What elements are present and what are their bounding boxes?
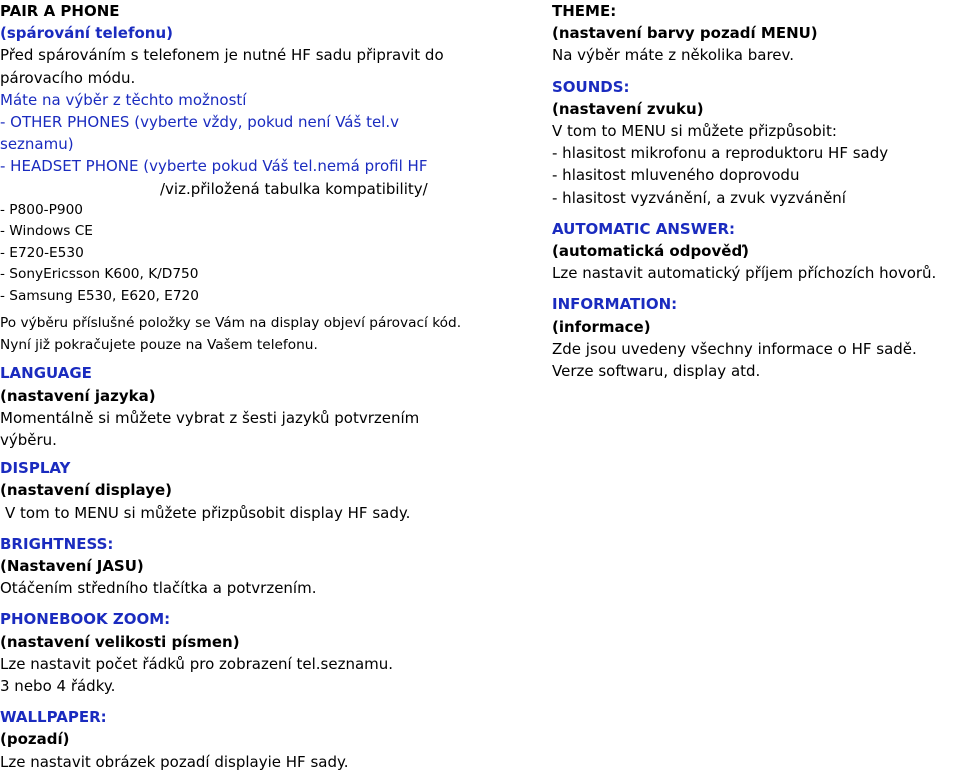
section-subtitle: (nastavení zvuku): [552, 99, 704, 118]
text-line: /viz.přiložená tabulka kompatibility/: [160, 179, 428, 198]
text-line: Verze softwaru, display atd.: [552, 362, 761, 381]
text-line: výběru.: [0, 430, 57, 449]
section-subtitle: (Nastavení JASU): [0, 556, 144, 575]
phone-list-item: - P800-P900: [0, 201, 83, 218]
section-automatic-answer: [552, 218, 957, 285]
right-column: [552, 0, 957, 382]
phone-list-item: - Samsung E530, E620, E720: [0, 287, 199, 304]
text-line: 3 nebo 4 řádky.: [0, 676, 116, 695]
text-line: - HEADSET PHONE (vyberte pokud Váš tel.nemá profil HF: [0, 157, 428, 176]
text-line: Máte na výběr z těchto možností: [0, 90, 247, 109]
section-title: DISPLAY: [0, 459, 71, 478]
text-line: Zde jsou uvedeny všechny informace o HF sadě.: [552, 339, 917, 358]
section-information: [552, 293, 957, 382]
section-subtitle: (spárování telefonu): [0, 24, 173, 43]
text-line: V tom to MENU si můžete přizpůsobit:: [552, 122, 837, 141]
text-line: Po výběru příslušné položky se Vám na display objeví párovací kód.: [0, 315, 462, 332]
text-line: - hlasitost mikrofonu a reproduktoru HF sady: [552, 144, 889, 163]
section-sounds: [552, 76, 957, 209]
section-title: BRIGHTNESS:: [0, 534, 114, 553]
section-display: [0, 457, 530, 524]
section-title: PAIR A PHONE: [0, 2, 120, 20]
section-subtitle: (nastavení barvy pozadí MENU): [552, 24, 818, 43]
text-line: V tom to MENU si můžete přizpůsobit display HF sady.: [5, 503, 411, 522]
text-line: Lze nastavit automatický příjem příchozích hovorů.: [552, 264, 937, 283]
section-subtitle: (nastavení velikosti písmen): [0, 632, 240, 651]
section-subtitle: (informace): [552, 317, 651, 336]
section-subtitle: (nastavení displaye): [0, 481, 173, 500]
text-line: Nyní již pokračujete pouze na Vašem telefonu.: [0, 336, 318, 353]
section-language: [0, 362, 530, 451]
section-title: WALLPAPER:: [0, 708, 107, 727]
section-brightness: [0, 533, 530, 600]
text-line: Otáčením středního tlačítka a potvrzením.: [0, 579, 317, 598]
section-subtitle: (automatická odpověď): [552, 242, 750, 261]
phone-list-item: - Windows CE: [0, 223, 93, 240]
section-title: THEME:: [552, 2, 617, 20]
text-line: Momentálně si můžete vybrat z šesti jazyků potvrzením: [0, 408, 420, 427]
section-title: PHONEBOOK ZOOM:: [0, 610, 171, 629]
text-line: párovacího módu.: [0, 68, 136, 87]
section-title: LANGUAGE: [0, 364, 92, 383]
section-pair-phone: [0, 0, 530, 356]
text-line: Před spárováním s telefonem je nutné HF sadu připravit do: [0, 46, 444, 65]
text-line: - hlasitost vyzvánění, a zvuk vyzvánění: [552, 188, 846, 207]
text-line: Lze nastavit obrázek pozadí displayie HF sady.: [0, 752, 349, 771]
section-title: SOUNDS:: [552, 77, 630, 96]
section-wallpaper: [0, 706, 530, 773]
text-line: - OTHER PHONES (vyberte vždy, pokud není Váš tel.v: [0, 113, 399, 132]
section-title: INFORMATION:: [552, 295, 678, 314]
text-line: seznamu): [0, 135, 74, 154]
section-title: AUTOMATIC ANSWER:: [552, 219, 736, 238]
text-line: - hlasitost mluveného doprovodu: [552, 166, 800, 185]
phone-list-item: - E720-E530: [0, 244, 84, 261]
section-theme: [552, 0, 957, 67]
text-line: Lze nastavit počet řádků pro zobrazení tel.seznamu.: [0, 654, 394, 673]
section-subtitle: (pozadí): [0, 730, 70, 749]
section-subtitle: (nastavení jazyka): [0, 386, 156, 405]
phone-list-item: - SonyEricsson K600, K/D750: [0, 266, 199, 283]
text-line: Na výběr máte z několika barev.: [552, 46, 794, 65]
section-phonebook-zoom: [0, 608, 530, 697]
